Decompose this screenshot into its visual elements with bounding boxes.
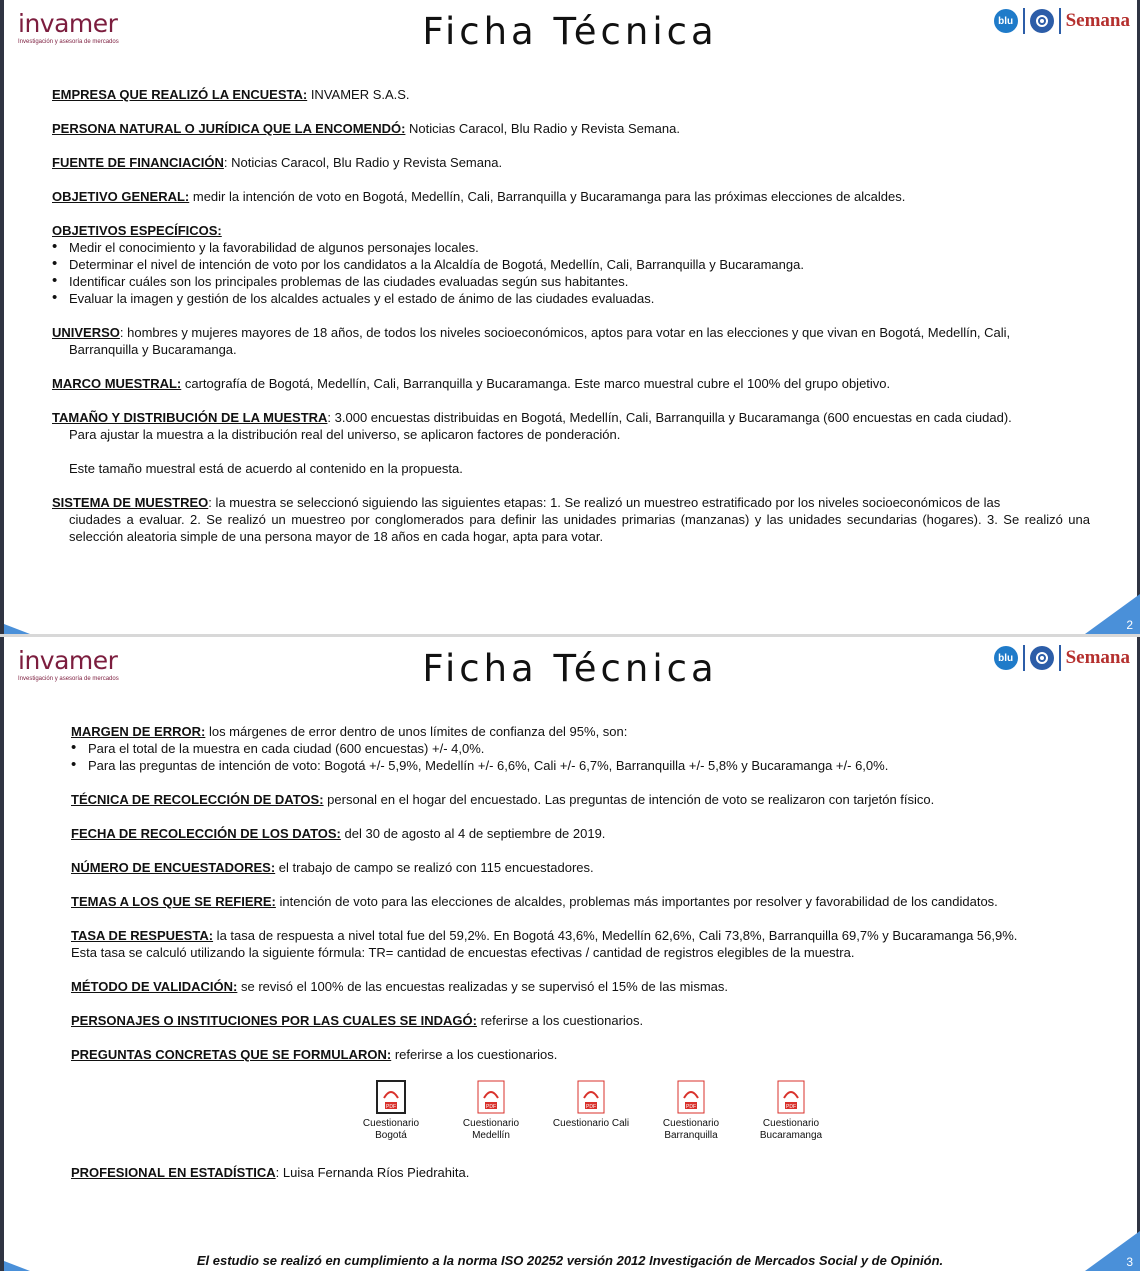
- field-temas: TEMAS A LOS QUE SE REFIERE: intención de voto para las elecciones de alcaldes, problemas más importantes por resolver y favorabilidad de los candidatos.: [71, 894, 998, 909]
- pdf-icon: [376, 1080, 406, 1114]
- attachment-bogota[interactable]: [341, 1080, 441, 1142]
- left-border: [0, 0, 4, 634]
- list-item: • Identificar cuáles son los principales problemas de las ciudades evaluadas según sus habitantes.: [52, 273, 1090, 290]
- field-marco: MARCO MUESTRAL: cartografía de Bogotá, Medellín, Cali, Barranquilla y Bucaramanga. Este marco muestral cubre el 100% del grupo objetivo.: [52, 376, 891, 391]
- svg-text:PDF: PDF: [586, 1104, 596, 1110]
- invamer-logo-text: invamer: [18, 646, 118, 675]
- attachment-label-line1: Cuestionario: [662, 1118, 720, 1129]
- field-empresa: EMPRESA QUE REALIZÓ LA ENCUESTA: INVAMER S.A.S.: [52, 87, 410, 102]
- list-item: • Para el total de la muestra en cada ciudad (600 encuestas) +/- 4,0%.: [71, 740, 1090, 757]
- blu-radio-logo: blu: [994, 9, 1018, 33]
- pdf-icon: [576, 1080, 606, 1114]
- svg-text:PDF: PDF: [786, 1104, 796, 1110]
- list-item: • Para las preguntas de intención de voto: Bogotá +/- 5,9%, Medellín +/- 6,6%, Cali +/- 6,7%, Barranquilla +/- 5,8% y Bucaramanga +/- 6,0%.: [71, 757, 1090, 774]
- field-preguntas: PREGUNTAS CONCRETAS QUE SE FORMULARON: referirse a los cuestionarios.: [71, 1047, 558, 1062]
- invamer-tagline: Investigación y asesoría de mercados: [18, 39, 119, 45]
- margen-list: [71, 740, 1090, 774]
- corner-decoration-left: [4, 1261, 30, 1271]
- field-universo: UNIVERSO: hombres y mujeres mayores de 18 años, de todos los niveles socioeconómicos, aptos para votar en las elecciones y que vivan en Bogotá, Medellín, Cali, Barranquilla y Bucaramanga.: [52, 325, 1011, 357]
- page-title: Ficha Técnica: [422, 10, 718, 53]
- invamer-tagline: Investigación y asesoría de mercados: [18, 676, 119, 682]
- slide2-body: [71, 723, 1090, 1198]
- semana-logo: Semana: [1065, 10, 1130, 31]
- attachment-label-line1: Cuestionario Cali: [552, 1118, 630, 1129]
- blu-radio-logo: blu: [994, 646, 1018, 670]
- caracol-logo-icon: [1030, 9, 1054, 33]
- svg-text:PDF: PDF: [386, 1104, 396, 1110]
- field-personajes: PERSONAJES O INSTITUCIONES POR LAS CUALES SE INDAGÓ: referirse a los cuestionarios.: [71, 1013, 644, 1028]
- field-encuestadores: NÚMERO DE ENCUESTADORES: el trabajo de campo se realizó con 115 encuestadores.: [71, 860, 594, 875]
- logo-separator: [1023, 645, 1025, 671]
- list-item: • Evaluar la imagen y gestión de los alcaldes actuales y el estado de ánimo de las ciudades evaluadas.: [52, 290, 1090, 307]
- attachment-label-line2: Bucaramanga: [759, 1130, 823, 1141]
- partner-logos: [994, 645, 1130, 671]
- attachment-label-line1: Cuestionario: [362, 1118, 420, 1129]
- attachment-label-line2: Bogotá: [375, 1130, 407, 1141]
- page-title: Ficha Técnica: [422, 647, 718, 690]
- slide-page-3: [0, 637, 1140, 1271]
- field-tasa: TASA DE RESPUESTA: la tasa de respuesta a nivel total fue del 59,2%. En Bogotá 43,6%, Medellín 62,6%, Cali 73,8%, Barranquilla 69,7% y Bucaramanga 56,9%. Esta tasa se calculó utilizando la siguiente fórmula: TR= cantidad de encuestas efectivas / cantidad de registros elegibles de la muestra.: [71, 928, 1018, 960]
- field-tamano-note: Este tamaño muestral está de acuerdo al contenido en la propuesta.: [69, 461, 463, 476]
- page-number: 2: [1126, 618, 1133, 632]
- field-profesional: PROFESIONAL EN ESTADÍSTICA: Luisa Fernanda Ríos Piedrahita.: [71, 1165, 470, 1180]
- field-fecha: FECHA DE RECOLECCIÓN DE LOS DATOS: del 30 de agosto al 4 de septiembre de 2019.: [71, 826, 606, 841]
- slide1-body: [52, 86, 1090, 562]
- list-item: • Medir el conocimiento y la favorabilidad de algunos personajes locales.: [52, 239, 1090, 256]
- logo-separator: [1059, 645, 1061, 671]
- logo-separator: [1023, 8, 1025, 34]
- invamer-logo-text: invamer: [18, 9, 118, 38]
- left-border: [0, 637, 4, 1271]
- footer-note: El estudio se realizó en cumplimiento a la norma ISO 20252 versión 2012 Investigación de Mercados Social y de Opinión.: [196, 1253, 944, 1268]
- svg-text:PDF: PDF: [686, 1104, 696, 1110]
- list-item: • Determinar el nivel de intención de voto por los candidatos a la Alcaldía de Bogotá, Medellín, Cali, Barranquilla y Bucaramanga.: [52, 256, 1090, 273]
- field-objetivos-especificos: [52, 222, 1090, 307]
- slide-page-2: [0, 0, 1140, 634]
- semana-logo: Semana: [1065, 647, 1130, 668]
- pdf-icon: [476, 1080, 506, 1114]
- field-margen: MARGEN DE ERROR: los márgenes de error dentro de unos límites de confianza del 95%, son: • Para el total de la muestra en cada ciudad (600 encuestas) +/- 4,0%. • Para las preguntas de intención de voto: Bogotá +/- 5,9%, Medellín +/- 6,6%, Cali +/- 6,7%, Barranquilla +/- 5,8% y Bucaramanga +/- 6,0%.: [71, 723, 1090, 774]
- field-fuente: FUENTE DE FINANCIACIÓN: Noticias Caracol, Blu Radio y Revista Semana.: [52, 155, 503, 170]
- corner-decoration-left: [4, 624, 30, 634]
- caracol-logo-icon: [1030, 646, 1054, 670]
- attachment-label-line2: Barranquilla: [664, 1130, 718, 1141]
- logo-separator: [1059, 8, 1061, 34]
- attachment-medellin[interactable]: [441, 1080, 541, 1142]
- objetivos-especificos-label: OBJETIVOS ESPECÍFICOS:: [52, 223, 222, 238]
- attachment-label-line2: Medellín: [472, 1130, 510, 1141]
- field-sistema: SISTEMA DE MUESTREO: la muestra se seleccionó siguiendo las siguientes etapas: 1. Se realizó un muestreo estratificado por los niveles socioeconómicos de las ciudades a evaluar. 2. Se realizó un muestreo por conglomerados para definir las unidades primarias (manzanas) y las unidades secundarias (hogares). 3. Se realizó una selección aleatoria simple de una persona mayor de 18 años en cada hogar, apta para votar.: [52, 495, 1090, 544]
- svg-text:PDF: PDF: [486, 1104, 496, 1110]
- attachment-cali[interactable]: [541, 1080, 641, 1142]
- objetivos-list: [52, 239, 1090, 307]
- field-tecnica: TÉCNICA DE RECOLECCIÓN DE DATOS: personal en el hogar del encuestado. Las preguntas de intención de voto se realizaron con tarjetón físico.: [71, 792, 935, 807]
- page-number: 3: [1126, 1255, 1133, 1269]
- attachment-barranquilla[interactable]: [641, 1080, 741, 1142]
- field-tamano: TAMAÑO Y DISTRIBUCIÓN DE LA MUESTRA: 3.000 encuestas distribuidas en Bogotá, Medellín, Cali, Barranquilla y Bucaramanga (600 encuestas en cada ciudad). Para ajustar la muestra a la distribución real del universo, se aplicaron factores de ponderación.: [52, 410, 1012, 442]
- pdf-icon: [676, 1080, 706, 1114]
- attachment-bucaramanga[interactable]: [741, 1080, 841, 1142]
- partner-logos: [994, 8, 1130, 34]
- attachments-row: [341, 1080, 1090, 1142]
- pdf-icon: [776, 1080, 806, 1114]
- field-objetivo-general: OBJETIVO GENERAL: medir la intención de voto en Bogotá, Medellín, Cali, Barranquilla y Bucaramanga para las próximas elecciones de alcaldes.: [52, 189, 906, 204]
- field-persona: PERSONA NATURAL O JURÍDICA QUE LA ENCOMENDÓ: Noticias Caracol, Blu Radio y Revista Semana.: [52, 121, 680, 136]
- attachment-label-line1: Cuestionario: [462, 1118, 520, 1129]
- field-validacion: MÉTODO DE VALIDACIÓN: se revisó el 100% de las encuestas realizadas y se supervisó el 15% de las mismas.: [71, 979, 728, 994]
- attachment-label-line1: Cuestionario: [762, 1118, 820, 1129]
